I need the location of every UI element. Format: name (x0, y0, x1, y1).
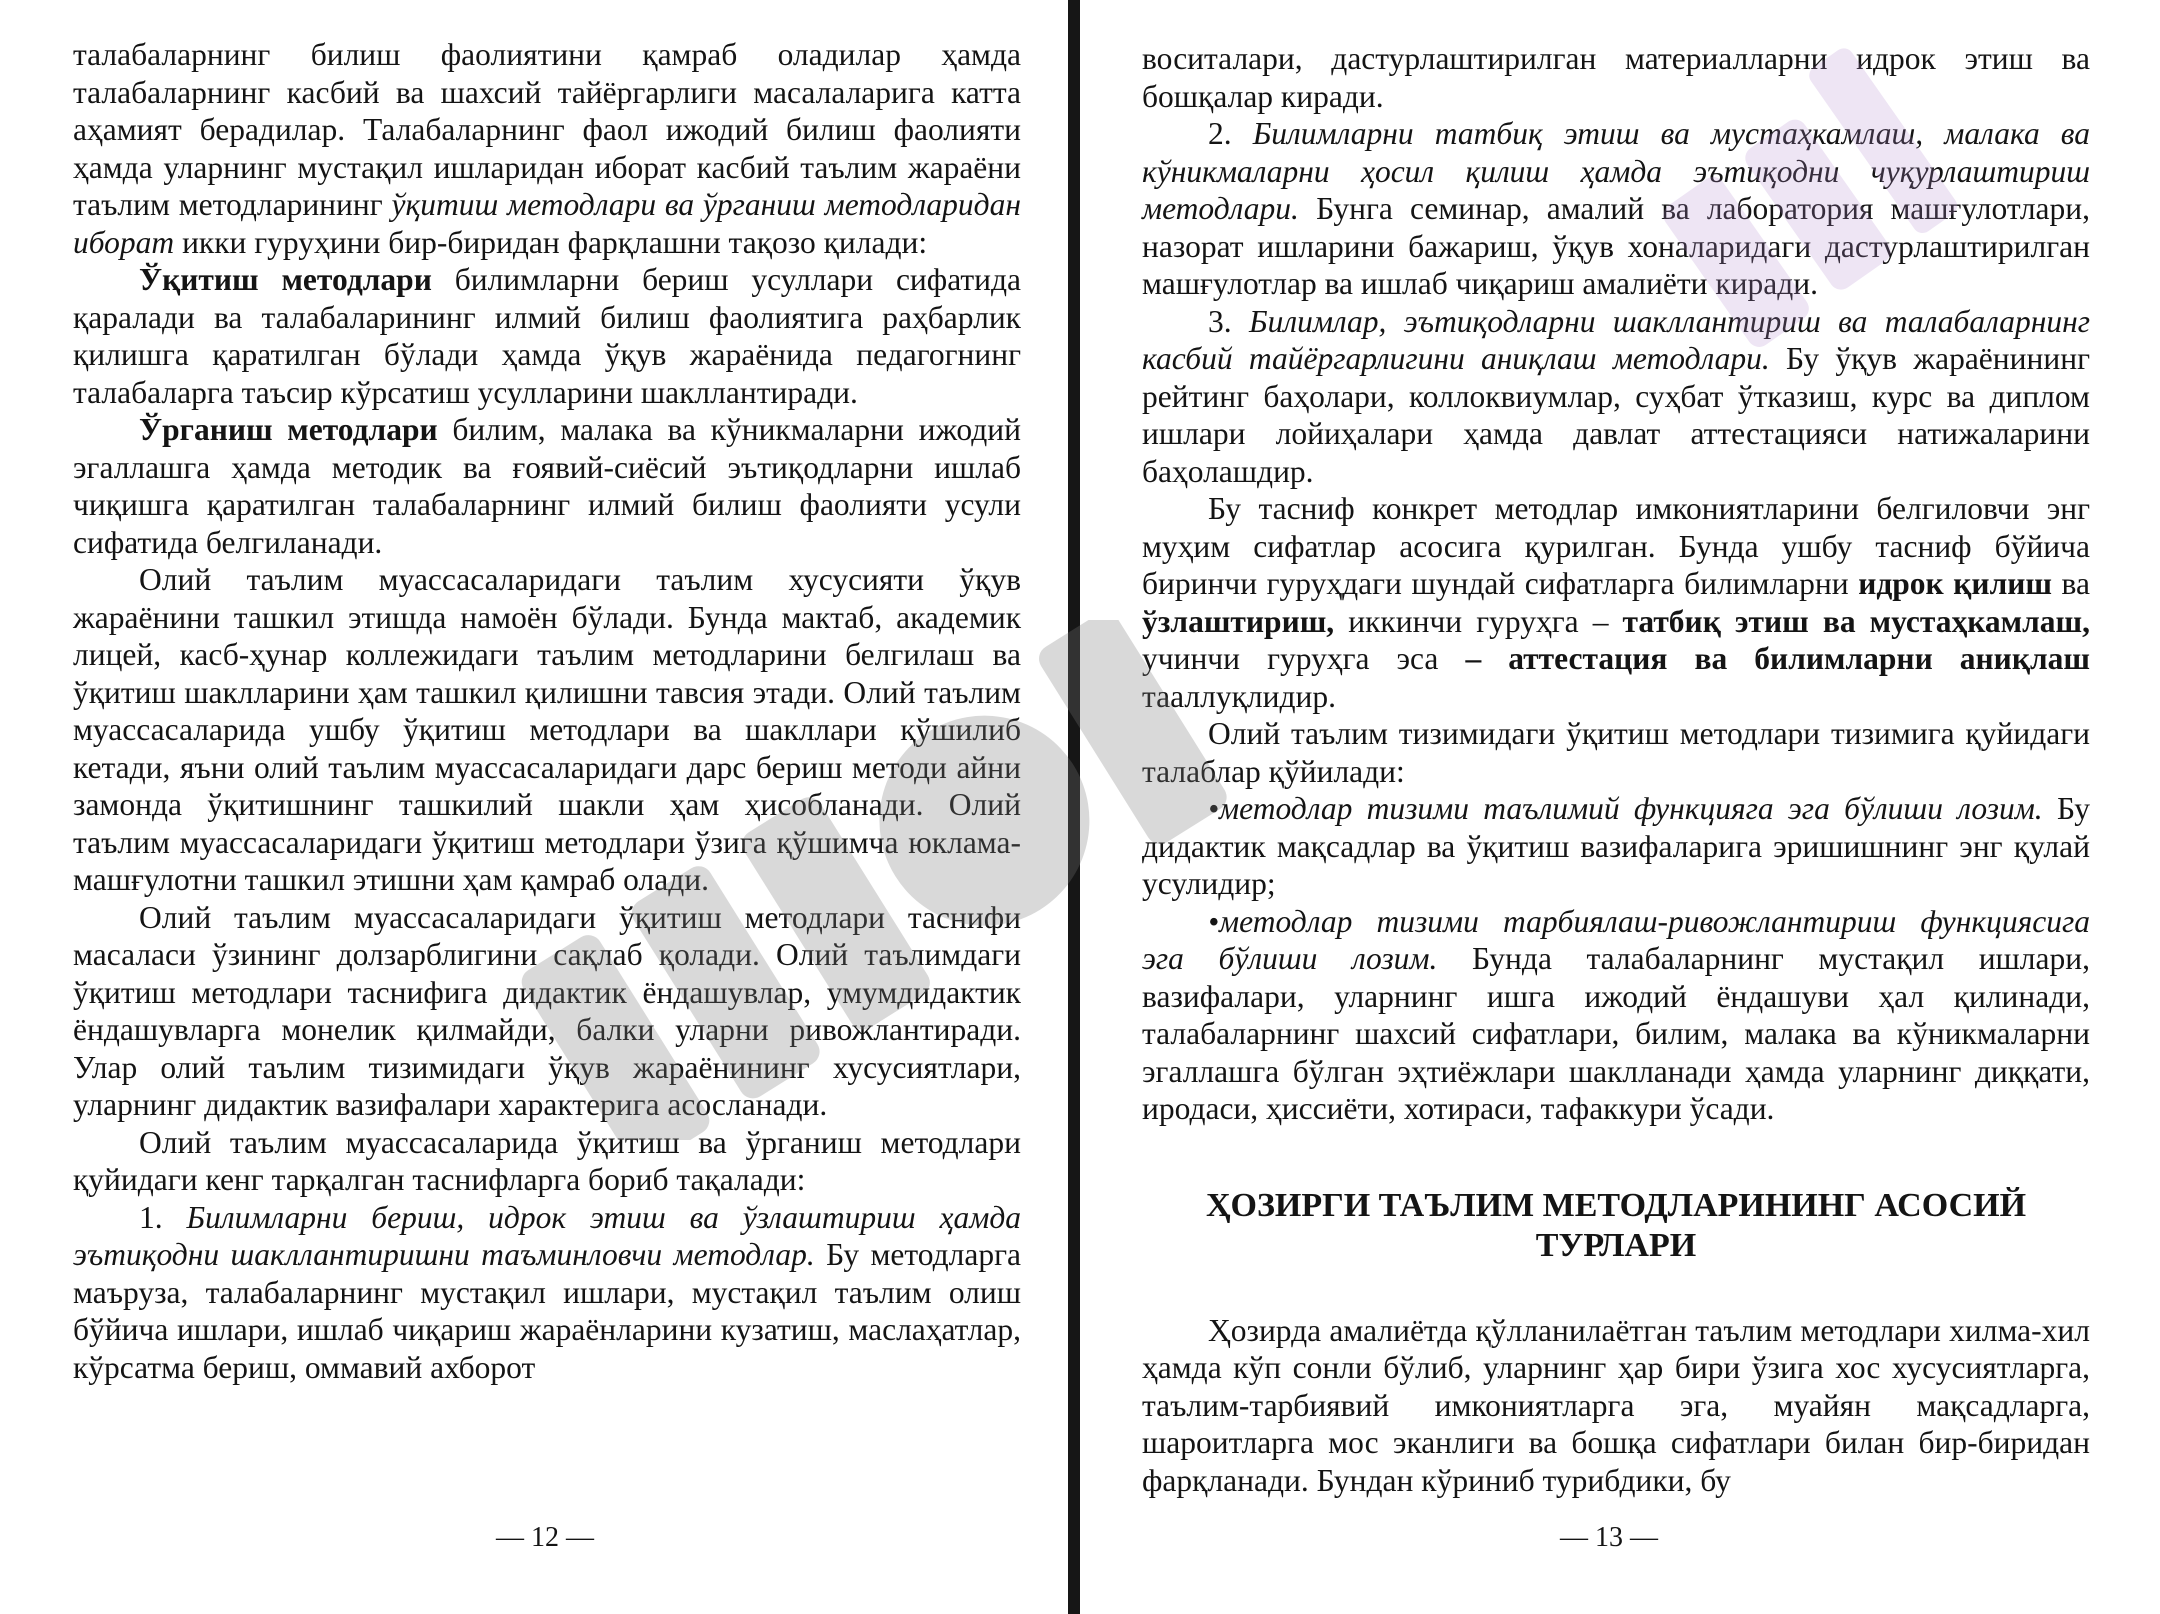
text-run: 3. (1208, 303, 1249, 339)
text-run: Бу ўқув жараёнининг рейтинг баҳолари, коллоквиумлар, суҳбат ўтказиш, курс ва диплом ишлари лойиҳалари ҳамда давлат аттестацияси натижаларини баҳолашдир. (1142, 341, 2090, 489)
text-run: ва (2051, 566, 2090, 601)
italic-text: Билимларни татбиқ этиш ва мустаҳкамлаш, малака ва кўникмаларни ҳосил қилиш ҳамда эътиқодни чуқурлаштириш методлари. (1142, 116, 2090, 226)
paragraph (73, 411, 1021, 561)
left-page-body (73, 36, 1021, 1386)
text-run: икки гуруҳини бир-биридан фарқлашни тақозо қилади: (174, 224, 928, 260)
paragraph (73, 899, 1021, 1124)
text-run: Бу тасниф конкрет методлар имкониятларини белгиловчи энг муҳим сифатлар асосига қурилган. Бунда ушбу тасниф бўйича биринчи гуруҳдаги шундай сифатларга билимларни (1142, 491, 2090, 601)
paragraph (73, 1199, 1021, 1387)
text-run: 1. (139, 1199, 187, 1235)
text-run: Бу дидактик мақсадлар ва ўқитиш вазифаларига эришишнинг энг қулай усулидир; (1142, 791, 2090, 901)
left-page (0, 0, 1070, 1614)
text-run: 2. (1208, 116, 1253, 151)
text-run: Бунда талабаларнинг мустақил ишлари, вазифалари, уларнинг ишга ижодий ёндашуви ҳал қилинади, талабаларнинг шахсий сифатлари, билим, малака ва кўникмаларни эгаллашга бўлган эҳтиёжлари шаклланади ҳамда уларнинг диққати, иродаси, ҳиссиёти, хотираси, тафаккури ўсади. (1142, 941, 2090, 1126)
text-run: иккинчи гуруҳга – (1334, 603, 1623, 639)
paragraph (1142, 790, 2090, 903)
paragraph (1142, 115, 2090, 303)
right-page-paragraphs (1142, 40, 2090, 1128)
italic-text: •методлар тизими таълимий функцияга эга бўлиши лозим. (1208, 791, 2043, 826)
italic-text: Билимларни бериш, идрок этиш ва ўзлаштириш ҳамда эътиқодни шакллантиришни таъминловчи методлар. (73, 1199, 1022, 1272)
left-page-number: — 12 — (496, 1522, 594, 1553)
paragraph (1142, 490, 2090, 715)
right-page-after-heading (1142, 1312, 2090, 1500)
text-run: билимларни бериш усуллари сифатида қаралади ва талабаларининг илмий билиш фаолиятига раҳбарлик қилишга қаратилган бўлади ҳамда ўқув жараёнида педагогнинг талабаларга таъсир кўрсатиш усулларини шакллантиради. (73, 262, 1021, 410)
bold-text: татбиқ этиш ва мустаҳкамлаш, (1622, 603, 2091, 639)
text-run: талабаларнинг билиш фаолиятини қамраб оладилар ҳамда талабаларнинг касбий ва шахсий тайёргарлиги масалаларига катта аҳамият берадилар. Талабаларнинг фаол ижодий билиш фаолияти ҳамда уларнинг мустақил ишларидан иборат касбий таълим жараёни таълим методларининг (73, 37, 1021, 222)
text-run: тааллуқлидир. (1142, 678, 1336, 714)
text-run: Ҳозирда амалиётда қўлланилаётган таълим методлари хилма-хил ҳамда кўп сонли бўлиб, уларнинг ҳар бири ўзига хос хусусиятларга, таълим-тарбиявий имкониятларга эга, муайян мақсадларга, шароитларга мос эканлиги ва бошқа сифатлари билан бир-биридан фарқланади. Бундан кўриниб турибдики, бу (1142, 1312, 2090, 1498)
paragraph (1142, 40, 2090, 115)
right-page (1080, 0, 2160, 1614)
italic-text: Билимлар, эътиқодларни шакллантириш ва талабаларнинг касбий тайёргарлигини аниқлаш методлари. (1142, 303, 2090, 376)
text-run: Олий таълим тизимидаги ўқитиш методлари тизимига қуйидаги талаблар қўйилади: (1142, 716, 2090, 789)
paragraph (73, 561, 1021, 899)
text-run: воситалари, дастурлаштирилган материалларни идрок этиш ва бошқалар киради. (1142, 41, 2090, 114)
bold-text: идрок қилиш (1858, 566, 2052, 601)
section-heading-line2: ТУРЛАРИ (1535, 1226, 1697, 1264)
paragraph (73, 261, 1021, 411)
paragraph (1142, 903, 2090, 1128)
bold-text: ўзлаштириш, (1142, 603, 1335, 639)
italic-text: •методлар тизими тарбиялаш-ривожлантириш функциясига эга бўлиши лозим. (1142, 903, 2090, 976)
bold-text: Ўқитиш методлари (139, 262, 432, 297)
text-run: Олий таълим муассасаларидаги ўқитиш методлари таснифи масаласи ўзининг долзарблигини сақлаб қолади. Олий таълимдаги ўқитиш методлари таснифига дидактик ёндашувлар, умумдидактик ёндашувларга монелик қилмайди, балки уларни ривожлантиради. Улар олий таълим тизимидаги ўқув жараёнининг хусусиятлари, уларнинг дидактик вазифалари характерига асосланади. (73, 899, 1021, 1122)
section-heading (1142, 1186, 2090, 1266)
text-run: билим, малака ва кўникмаларни ижодий эгаллашга ҳамда методик ва ғоявий-сиёсий эътиқодларни ишлаб чиқишга қаратилган талабаларнинг илмий билиш фаолияти усули сифатида белгиланади. (73, 412, 1021, 560)
bold-text: Ўрганиш методлари (139, 412, 438, 447)
paragraph (1142, 1312, 2090, 1500)
italic-text: ўқитиш методлари ва ўрганиш методларидан иборат (73, 187, 1021, 260)
right-page-number: — 13 — (1560, 1522, 1658, 1553)
text-run: учинчи гуруҳга эса (1142, 641, 1466, 676)
text-run: Олий таълим муассасаларидаги таълим хусусияти ўқув жараёнини ташкил этишда намоён бўлади. Бунда мактаб, академик лицей, касб-ҳунар коллежидаги таълим методларини белгилаш ва ўқитиш шаклларини ҳам ташкил қилишни тавсия этади. Олий таълим муассасаларида ушбу ўқитиш методлари ва шакллари қўшилиб кетади, яъни олий таълим муассасаларидаги дарс бериш методи айни замонда ўқитишнинг ташкилий шакли ҳам ҳисобланади. Олий таълим муассасаларидаги ўқитиш методлари ўзига қўшимча юклама-машғулотни ташкил этишни ҳам қамраб олади. (73, 562, 1021, 897)
right-page-body (1142, 40, 2090, 1499)
book-gutter (1068, 0, 1080, 1614)
paragraph (1142, 715, 2090, 790)
paragraph (73, 36, 1021, 261)
paragraph (1142, 303, 2090, 491)
section-heading-line1: ҲОЗИРГИ ТАЪЛИМ МЕТОДЛАРИНИНГ АСОСИЙ (1205, 1186, 2027, 1224)
bold-text: – аттестация ва билимларни аниқлаш (1465, 641, 2090, 676)
text-run: Бу методларга маъруза, талабаларнинг мустақил ишлари, мустақил таълим олиш бўйича ишлари, ишлаб чиқариш жараёнларини кузатиш, маслаҳатлар, кўрсатма бериш, оммавий ахборот (73, 1237, 1021, 1385)
text-run: Бунга семинар, амалий ва лаборатория машғулотлари, назорат ишларини бажариш, ўқув хоналаридаги дастурлаштирилган машғулотлар ва ишлаб чиқариш амалиёти киради. (1142, 191, 2090, 301)
text-run: Олий таълим муассасаларида ўқитиш ва ўрганиш методлари қуйидаги кенг тарқалган таснифларга бориб тақалади: (73, 1124, 1021, 1197)
paragraph (73, 1124, 1021, 1199)
